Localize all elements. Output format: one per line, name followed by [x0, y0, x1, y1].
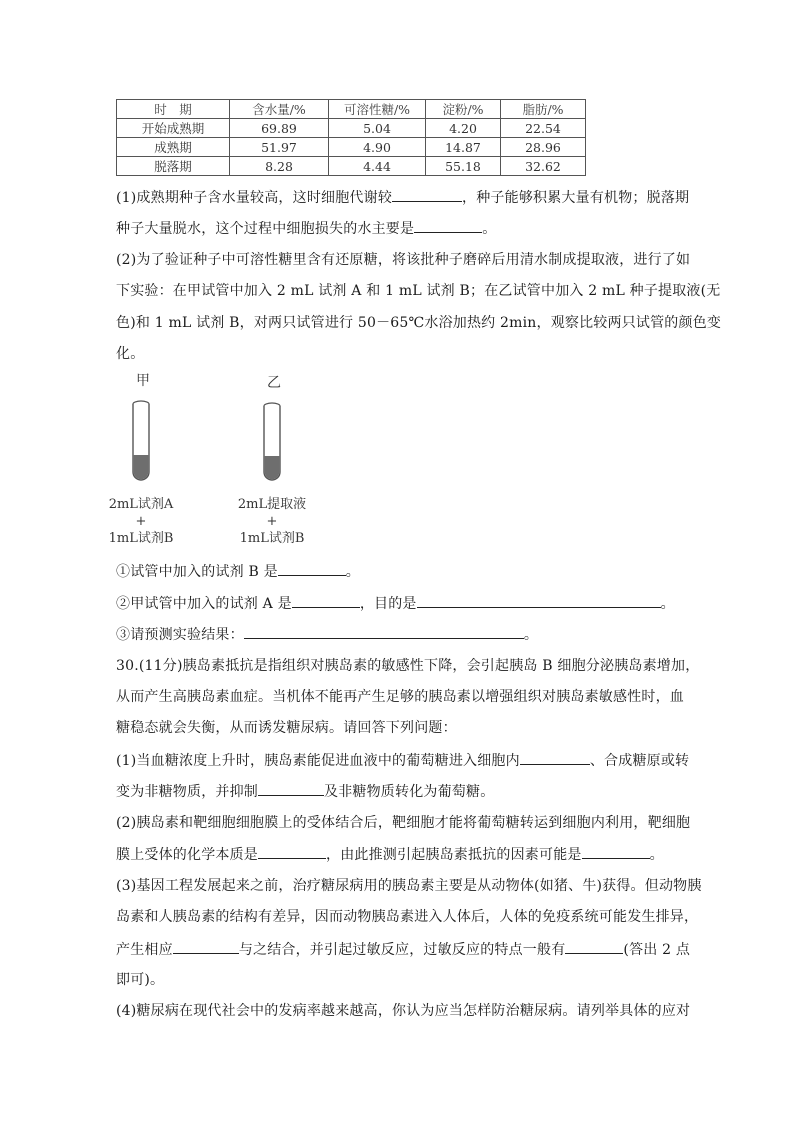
q1-line-2 [116, 218, 496, 239]
q30-part2-line-2 [116, 844, 664, 865]
q30-part2-line-1: (2)胰岛素和靶细胞细胞膜上的受体结合后，靶细胞才能将葡萄糖转运到细胞内利用，靶细胞 [116, 815, 691, 831]
cell: 22.54 [501, 119, 586, 138]
cell: 51.97 [230, 138, 329, 157]
test-tube-2-icon [264, 403, 280, 480]
sub-3-text: ③请预测实验结果： [116, 627, 244, 643]
test-tubes-svg [116, 368, 326, 492]
answer-blank [414, 218, 482, 233]
q30-line-2: 从而产生高胰岛素血症。当机体不能再产生足够的胰岛素以增强组织对胰岛素敏感性时，血 [116, 689, 684, 705]
seed-composition-table [116, 99, 586, 176]
q30-part4-line-1: (4)糖尿病在现代社会中的发病率越来越高，你认为应当怎样防治糖尿病。请列举具体的应对 [116, 1003, 691, 1019]
cell: 4.90 [329, 138, 426, 157]
cell: 4.20 [426, 119, 501, 138]
q1-text-a: (1)成熟期种子含水量较高，这时细胞代谢较 [116, 190, 393, 206]
answer-blank [520, 750, 590, 765]
cell: 5.04 [329, 119, 426, 138]
q30-part1-line-2 [116, 781, 494, 802]
q30-p1-text-d: 及非糖物质转化为葡萄糖。 [324, 784, 495, 800]
q2-line-3: 色)和 1 mL 试剂 B，对两只试管进行 50－65℃水浴加热约 2min，观察比较两只试管的颜色变 [116, 315, 722, 331]
q30-p3-text-c: 产生相应 [116, 942, 173, 958]
answer-blank [392, 187, 462, 202]
answer-blank [417, 593, 661, 608]
sub-question-2 [116, 593, 675, 614]
q30-part3-line-1: (3)基因工程发展起来之前，治疗糖尿病用的胰岛素主要是从动物体(如猪、牛)获得。但动物胰 [116, 878, 702, 894]
q30-line-3: 糖稳态就会失衡，从而诱发糖尿病。请回答下列问题： [116, 720, 457, 736]
q30-part1-line-1 [116, 750, 689, 771]
table-row [117, 119, 586, 138]
cell: 4.44 [329, 157, 426, 176]
cell: 14.87 [426, 138, 501, 157]
tube-2-label-plus: + [266, 514, 278, 529]
cell: 69.89 [230, 119, 329, 138]
sub-question-1 [116, 561, 360, 582]
tube-2-label [227, 496, 317, 547]
cell: 8.28 [230, 157, 329, 176]
q30-p2-text-d: 。 [649, 847, 664, 863]
sub-2-end: 。 [660, 596, 675, 612]
cell: 成熟期 [117, 138, 230, 157]
tube-1-label-plus: + [135, 514, 147, 529]
tube-title-jia: 甲 [136, 373, 150, 389]
q30-line-1: 30.(11分)胰岛素抵抗是指组织对胰岛素的敏感性下降，会引起胰岛 B 细胞分泌胰岛素增加， [116, 658, 700, 674]
table-row [117, 157, 586, 176]
tube-1-label-line: 1mL试剂B [108, 531, 174, 546]
table-header-row [117, 100, 586, 119]
answer-blank [565, 939, 623, 954]
cell: 32.62 [501, 157, 586, 176]
cell: 28.96 [501, 138, 586, 157]
answer-blank [582, 844, 650, 859]
tube-title-yi: 乙 [267, 375, 281, 391]
answer-blank [244, 624, 524, 639]
cell: 脱落期 [117, 157, 230, 176]
header-soluble-sugar: 可溶性糖/% [329, 100, 426, 119]
q30-p3-text-d: 与之结合，并引起过敏反应，过敏反应的特点一般有 [238, 942, 566, 958]
cell: 开始成熟期 [117, 119, 230, 138]
table-row [117, 138, 586, 157]
test-tube-1-icon [133, 401, 149, 480]
q1-text-d: 。 [482, 221, 497, 237]
q30-p2-text-c: ，由此推测引起胰岛素抵抗的因素可能是 [326, 847, 582, 863]
tube-2-label-line: 2mL提取液 [237, 497, 307, 512]
sub-2-text-b: ，目的是 [359, 596, 417, 612]
q30-p3-text-e: (答出 2 点 [623, 942, 691, 958]
header-water: 含水量/% [230, 100, 329, 119]
q30-p1-text-b: 、合成糖原或转 [589, 753, 690, 769]
q2-line-4: 化。 [116, 346, 145, 362]
sub-3-end: 。 [523, 627, 539, 643]
q30-part3-line-2: 岛素和人胰岛素的结构有差异，因而动物胰岛素进入人体后，人体的免疫系统可能发生排异， [116, 909, 699, 925]
answer-blank [278, 561, 346, 576]
sub-question-3 [116, 624, 538, 645]
q1-text-c: 种子大量脱水，这个过程中细胞损失的水主要是 [116, 221, 415, 237]
cell: 55.18 [426, 157, 501, 176]
q30-p2-text-b: 膜上受体的化学本质是 [116, 847, 258, 863]
sub-1-end: 。 [345, 564, 360, 580]
tube-1-label-line: 2mL试剂A [108, 497, 174, 512]
q2-line-1: (2)为了验证种子中可溶性糖里含有还原糖，将该批种子磨碎后用清水制成提取液，进行了如 [116, 252, 691, 268]
tube-1-label [96, 496, 186, 547]
header-fat: 脂肪/% [501, 100, 586, 119]
q30-p1-text-c: 变为非糖物质，并抑制 [116, 784, 258, 800]
answer-blank [173, 939, 239, 954]
tube-2-label-line: 1mL试剂B [239, 531, 305, 546]
q2-line-2: 下实验：在甲试管中加入 2 mL 试剂 A 和 1 mL 试剂 B；在乙试管中加入 2 mL 种子提取液(无 [116, 283, 721, 299]
answer-blank [258, 844, 326, 859]
sub-2-text: ②甲试管中加入的试剂 A 是 [116, 596, 292, 612]
answer-blank [292, 593, 360, 608]
q30-part3-line-3 [116, 939, 690, 960]
sub-1-text: ①试管中加入的试剂 B 是 [116, 564, 278, 580]
test-tube-figure [108, 368, 326, 550]
q30-p1-text-a: (1)当血糖浓度上升时，胰岛素能促进血液中的葡萄糖进入细胞内 [116, 753, 520, 769]
q1-line-1 [116, 187, 689, 208]
q30-part3-line-4: 即可)。 [116, 972, 165, 988]
answer-blank [258, 781, 324, 796]
header-starch: 淀粉/% [426, 100, 501, 119]
q1-text-b: ，种子能够积累大量有机物；脱落期 [462, 190, 690, 206]
header-period: 时 期 [117, 100, 230, 119]
